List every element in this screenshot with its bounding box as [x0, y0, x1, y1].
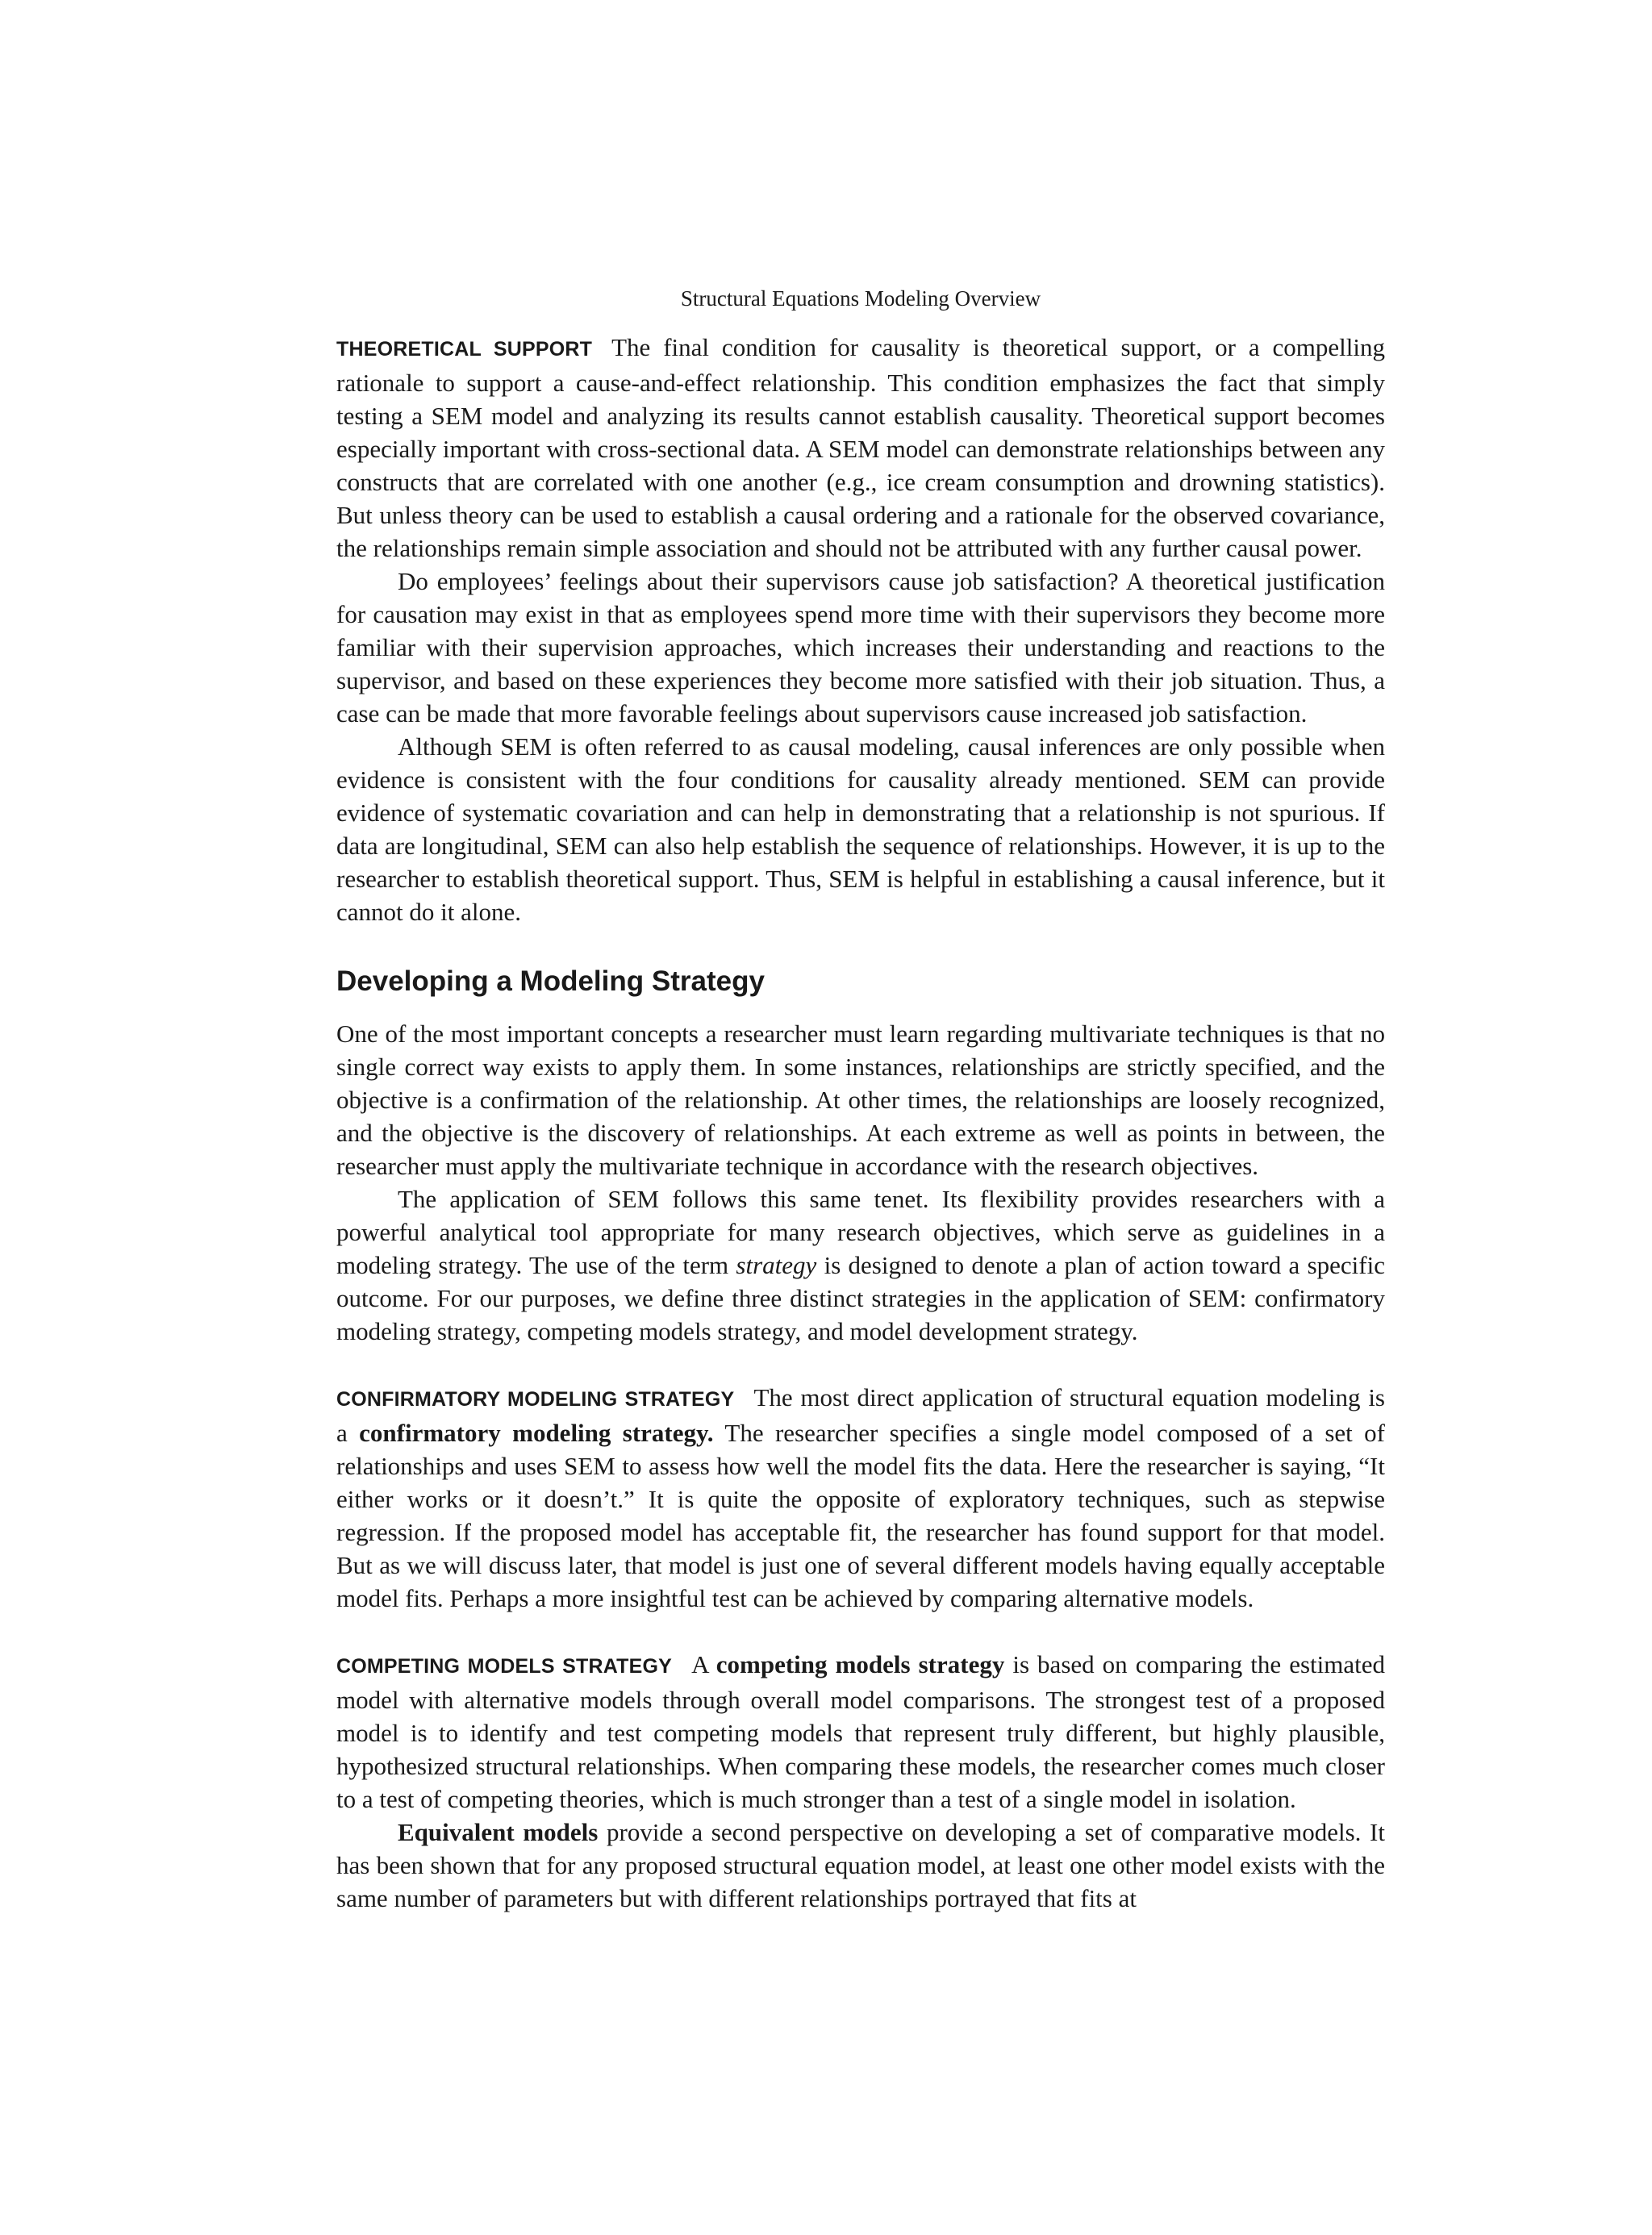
confirmatory-paragraph	[336, 1381, 1385, 1615]
page-content	[336, 284, 1385, 1915]
confirmatory-heading: CONFIRMATORY MODELING STRATEGY	[336, 1388, 735, 1411]
confirmatory-term: confirmatory modeling strategy.	[359, 1419, 714, 1447]
competing-heading: COMPETING MODELS STRATEGY	[336, 1655, 673, 1678]
application-text-after: is designed to denote a plan of action toward a specific outcome. For our purposes, we define three distinct strategies in the application of SEM: confirmatory modeling strategy, competing models strategy, and model development strategy.	[336, 1251, 1385, 1345]
application-text-before: The application of SEM follows this same tenet. Its flexibility provides researchers with a powerful analytical tool appropriate for many research objectives, which serve as guidelines in a modeling strategy. The use of the term	[336, 1185, 1385, 1279]
multivariate-paragraph: One of the most important concepts a researcher must learn regarding multivariate techniques is that no single correct way exists to apply them. In some instances, relationships are strictly specified, and the objective is a confirmation of the relationship. At other times, the relationships are loosely recognized, and the objective is the discovery of relationships. At each extreme as well as points in between, the researcher must apply the multivariate technique in accordance with the research objectives.	[336, 1020, 1385, 1180]
equivalent-paragraph	[336, 1816, 1385, 1915]
confirmatory-text-after: The researcher specifies a single model composed of a set of relationships and uses SEM to assess how well the model fits the data. Here the researcher is saying, “It either works or it doesn’t.” It is quite the opposite of exploratory techniques, such as stepwise regression. If the proposed model has acceptable fit, the researcher has found support for that model. But as we will discuss later, that model is just one of several different models having equally acceptable model fits. Perhaps a more insightful test can be achieved by comparing alternative models.	[336, 1419, 1385, 1612]
equivalent-text-after: provide a second perspective on developing a set of comparative models. It has been shown that for any proposed structural equation model, at least one other model exists with the same number of parameters but with different relationships portrayed that fits at	[336, 1818, 1385, 1912]
competing-paragraph	[336, 1648, 1385, 1816]
confirmatory-text-before: The most direct application of structural equation modeling is a	[336, 1383, 1385, 1447]
theoretical-support-paragraph	[336, 331, 1385, 565]
section-heading: Developing a Modeling Strategy	[336, 965, 765, 997]
competing-term: competing models strategy	[715, 1650, 1005, 1678]
employees-paragraph: Do employees’ feelings about their supervisors cause job satisfaction? A theoretical justification for causation may exist in that as employees spend more time with their supervisors they become more familiar with their supervision approaches, which increases their understanding and reactions to the supervisor, and based on these experiences they become more satisfied with their job situation. Thus, a case can be made that more favorable feelings about supervisors cause increased job satisfaction.	[336, 567, 1385, 728]
competing-text-before: A	[691, 1650, 716, 1678]
theoretical-support-heading: THEORETICAL SUPPORT	[336, 338, 593, 361]
application-paragraph	[336, 1182, 1385, 1348]
equivalent-term: Equivalent models	[398, 1818, 599, 1846]
strategy-emphasis: strategy	[736, 1251, 817, 1279]
running-head: Structural Equations Modeling Overview	[680, 286, 1041, 311]
competing-text-after: is based on comparing the estimated model with alternative models through overall model comparisons. The strongest test of a proposed model is to identify and test competing models that represent truly different, but highly plausible, hypothesized structural relationships. When comparing these models, the researcher comes much closer to a test of competing theories, which is much stronger than a test of a single model in isolation.	[336, 1650, 1385, 1813]
theoretical-support-text: The final condition for causality is theoretical support, or a compelling rationale to support a cause-and-effect relationship. This condition emphasizes the fact that simply testing a SEM model and analyzing its results cannot establish causality. Theoretical support becomes especially important with cross-sectional data. A SEM model can demonstrate relationships between any constructs that are correlated with one another (e.g., ice cream consumption and drowning statistics). But unless theory can be used to establish a causal ordering and a rationale for the observed covariance, the relationships remain simple association and should not be attributed with any further causal power.	[336, 333, 1386, 562]
causal-inference-paragraph: Although SEM is often referred to as causal modeling, causal inferences are only possible when evidence is consistent with the four conditions for causality already mentioned. SEM can provide evidence of systematic covariation and can help in demonstrating that a relationship is not spurious. If data are longitudinal, SEM can also help establish the sequence of relationships. However, it is up to the researcher to establish theoretical support. Thus, SEM is helpful in establishing a causal inference, but it cannot do it alone.	[336, 732, 1385, 926]
